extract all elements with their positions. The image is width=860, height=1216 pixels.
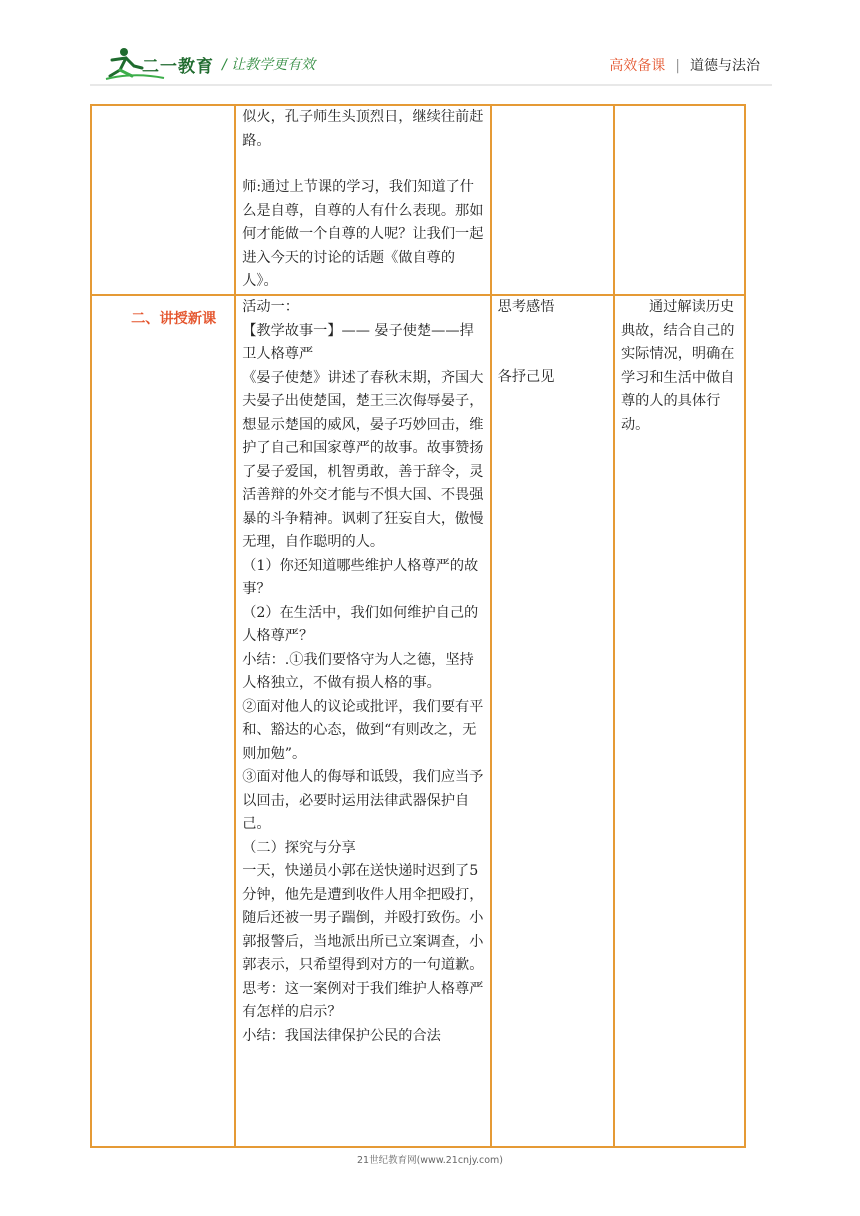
paragraph: 师:通过上节课的学习，我们知道了什么是自尊，自尊的人有什么表现。那如何才能做一个自尊的人呢？让我们一起进入今天的讨论的话题《做自尊的人》。 — [242, 179, 484, 289]
lesson-plan-table — [90, 104, 746, 1148]
paragraph: 小结：.①我们要恪守为人之德，坚持人格独立，不做有损人格的事。 — [242, 651, 474, 691]
header-divider — [90, 84, 772, 86]
student-activity: 思考感悟 — [497, 299, 555, 315]
paragraph: 小结：我国法律保护公民的合法 — [242, 1027, 441, 1044]
student-activity-cell — [491, 295, 614, 1147]
paragraph: 思考：这一案例对于我们维护人格尊严有怎样的启示？ — [242, 980, 484, 1020]
stage-cell — [91, 105, 235, 295]
teacher-activity-cell — [235, 295, 490, 1147]
paragraph: 活动一： — [242, 299, 299, 315]
blank-line — [498, 343, 607, 366]
page-header — [0, 0, 860, 100]
page-footer: 21世纪教育网(www.21cnjy.com) — [356, 1155, 503, 1166]
subject-label: 道德与法治 — [690, 58, 760, 74]
design-intent-cell — [614, 295, 745, 1147]
paragraph: 一天，快递员小郭在送快递时迟到了5分钟，他先是遭到收件人用伞把殴打，随后还被一男子踹倒，并殴打致伤。小郭报警后，当地派出所已立案调查，小郭表示，只希望得到对方的一句道歉。 — [242, 863, 484, 973]
paragraph: ③面对他人的侮辱和诋毁，我们应当予以回击，必要时运用法律武器保护自己。 — [242, 769, 484, 832]
brand-label: 高效备课 — [609, 58, 666, 74]
stage-label: 二、讲授新课 — [91, 295, 235, 1147]
header-separator: | — [675, 58, 680, 74]
paragraph: 似火，孔子师生头顶烈日，继续往前赶路。 — [242, 109, 484, 149]
paragraph: （二）探究与分享 — [242, 839, 356, 856]
student-activity: 各抒己见 — [497, 368, 555, 385]
table-row — [91, 295, 745, 1147]
blank-line — [498, 320, 607, 343]
paragraph: （1）你还知道哪些维护人格尊严的故事？ — [242, 557, 479, 597]
paragraph: （2）在生活中，我们如何维护自己的人格尊严？ — [242, 604, 479, 644]
design-intent-cell — [614, 105, 745, 295]
header-right — [609, 55, 760, 75]
paragraph: 《晏子使楚》讲述了春秋末期，齐国大夫晏子出使楚国，楚王三次侮辱晏子，想显示楚国的威风，晏子巧妙回击，维护了自己和国家尊严的故事。故事赞扬了晏子爱国，机智勇敢，善于辞令，灵活善辩的外交才能与不惧大国、不畏强暴的斗争精神。讽刺了狂妄自大，傲慢无理，自作聪明的人。 — [242, 369, 484, 550]
blank-line — [242, 153, 483, 176]
teacher-activity-cell — [235, 105, 490, 295]
paragraph: ②面对他人的议论或批评，我们要有平和、豁达的心态，做到“有则改之，无则加勉”。 — [242, 698, 484, 762]
logo-text: 二一教育 — [142, 57, 214, 77]
student-activity-cell — [491, 105, 614, 295]
slogan: / 让教学更有效 — [222, 57, 316, 73]
paragraph: 【教学故事一】—— 晏子使楚——捍卫人格尊严 — [242, 322, 474, 362]
design-intent: 通过解读历史典故，结合自己的实际情况，明确在学习和生活中做自尊的人的具体行动。 — [620, 299, 735, 433]
table-row — [91, 105, 745, 295]
